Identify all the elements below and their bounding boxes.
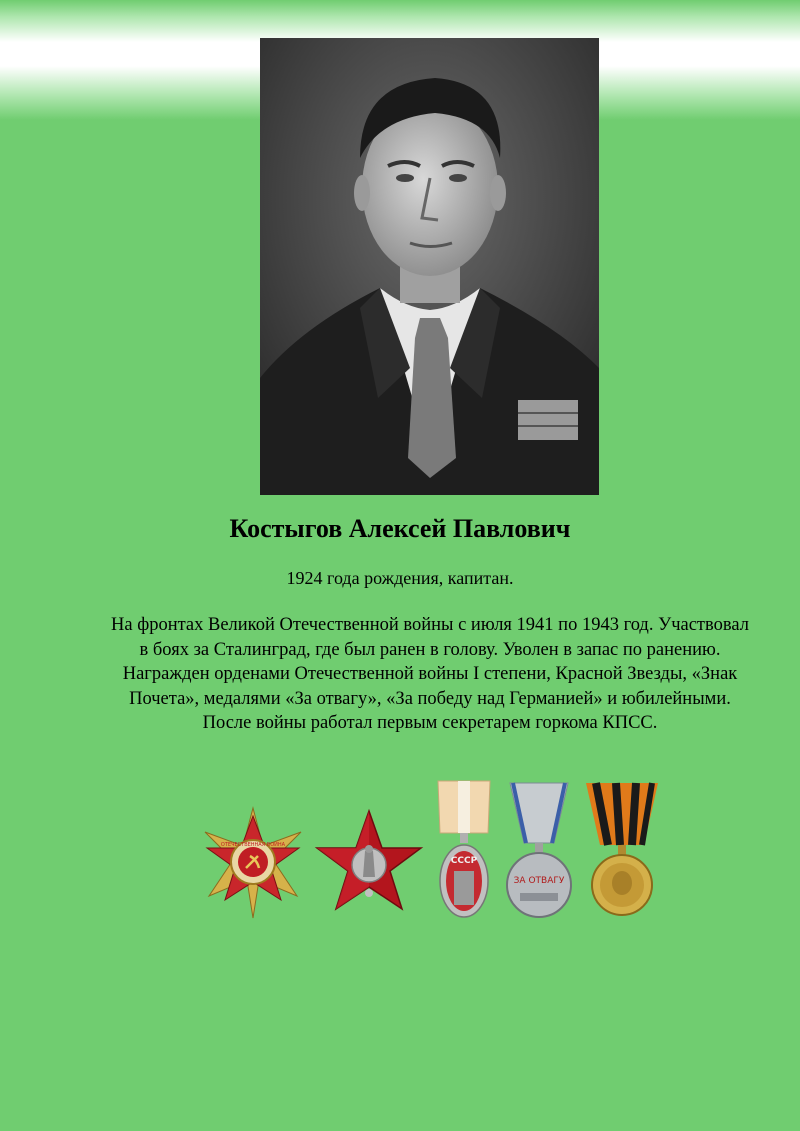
- biography-paragraph: На фронтах Великой Отечественной войны с июля 1941 по 1943 год. Участвовал в боях за Сталинград, где был ранен в голову. Уволен в запас по ранению. Награжден орденами Отечественной войны I степени, Красной Звезды, «Знак Почета», медалями «За отвагу», «За победу над Германией» и юбилейными. После войны работал первым секретарем горкома КПСС.: [111, 615, 749, 733]
- order-red-star-icon: [312, 807, 426, 921]
- order-patriotic-war-icon: [198, 803, 308, 921]
- medal-victory-over-germany-icon: [580, 779, 664, 921]
- medal-inscription: ЗА ОТВАГУ: [513, 876, 565, 886]
- portrait-photo: [260, 38, 599, 495]
- badge-of-honour-icon: [430, 777, 498, 923]
- person-name: Костыгов Алексей Павлович: [229, 514, 571, 543]
- medal-for-courage-icon: [502, 779, 576, 921]
- birth-rank-line: 1924 года рождения, капитан.: [286, 568, 514, 588]
- awards-row: [190, 775, 670, 925]
- portrait-illustration: [260, 38, 599, 495]
- order-inscription: ОТЕЧЕСТВЕННАЯ ВОЙНА: [220, 842, 286, 848]
- badge-inscription: СССР: [450, 856, 478, 866]
